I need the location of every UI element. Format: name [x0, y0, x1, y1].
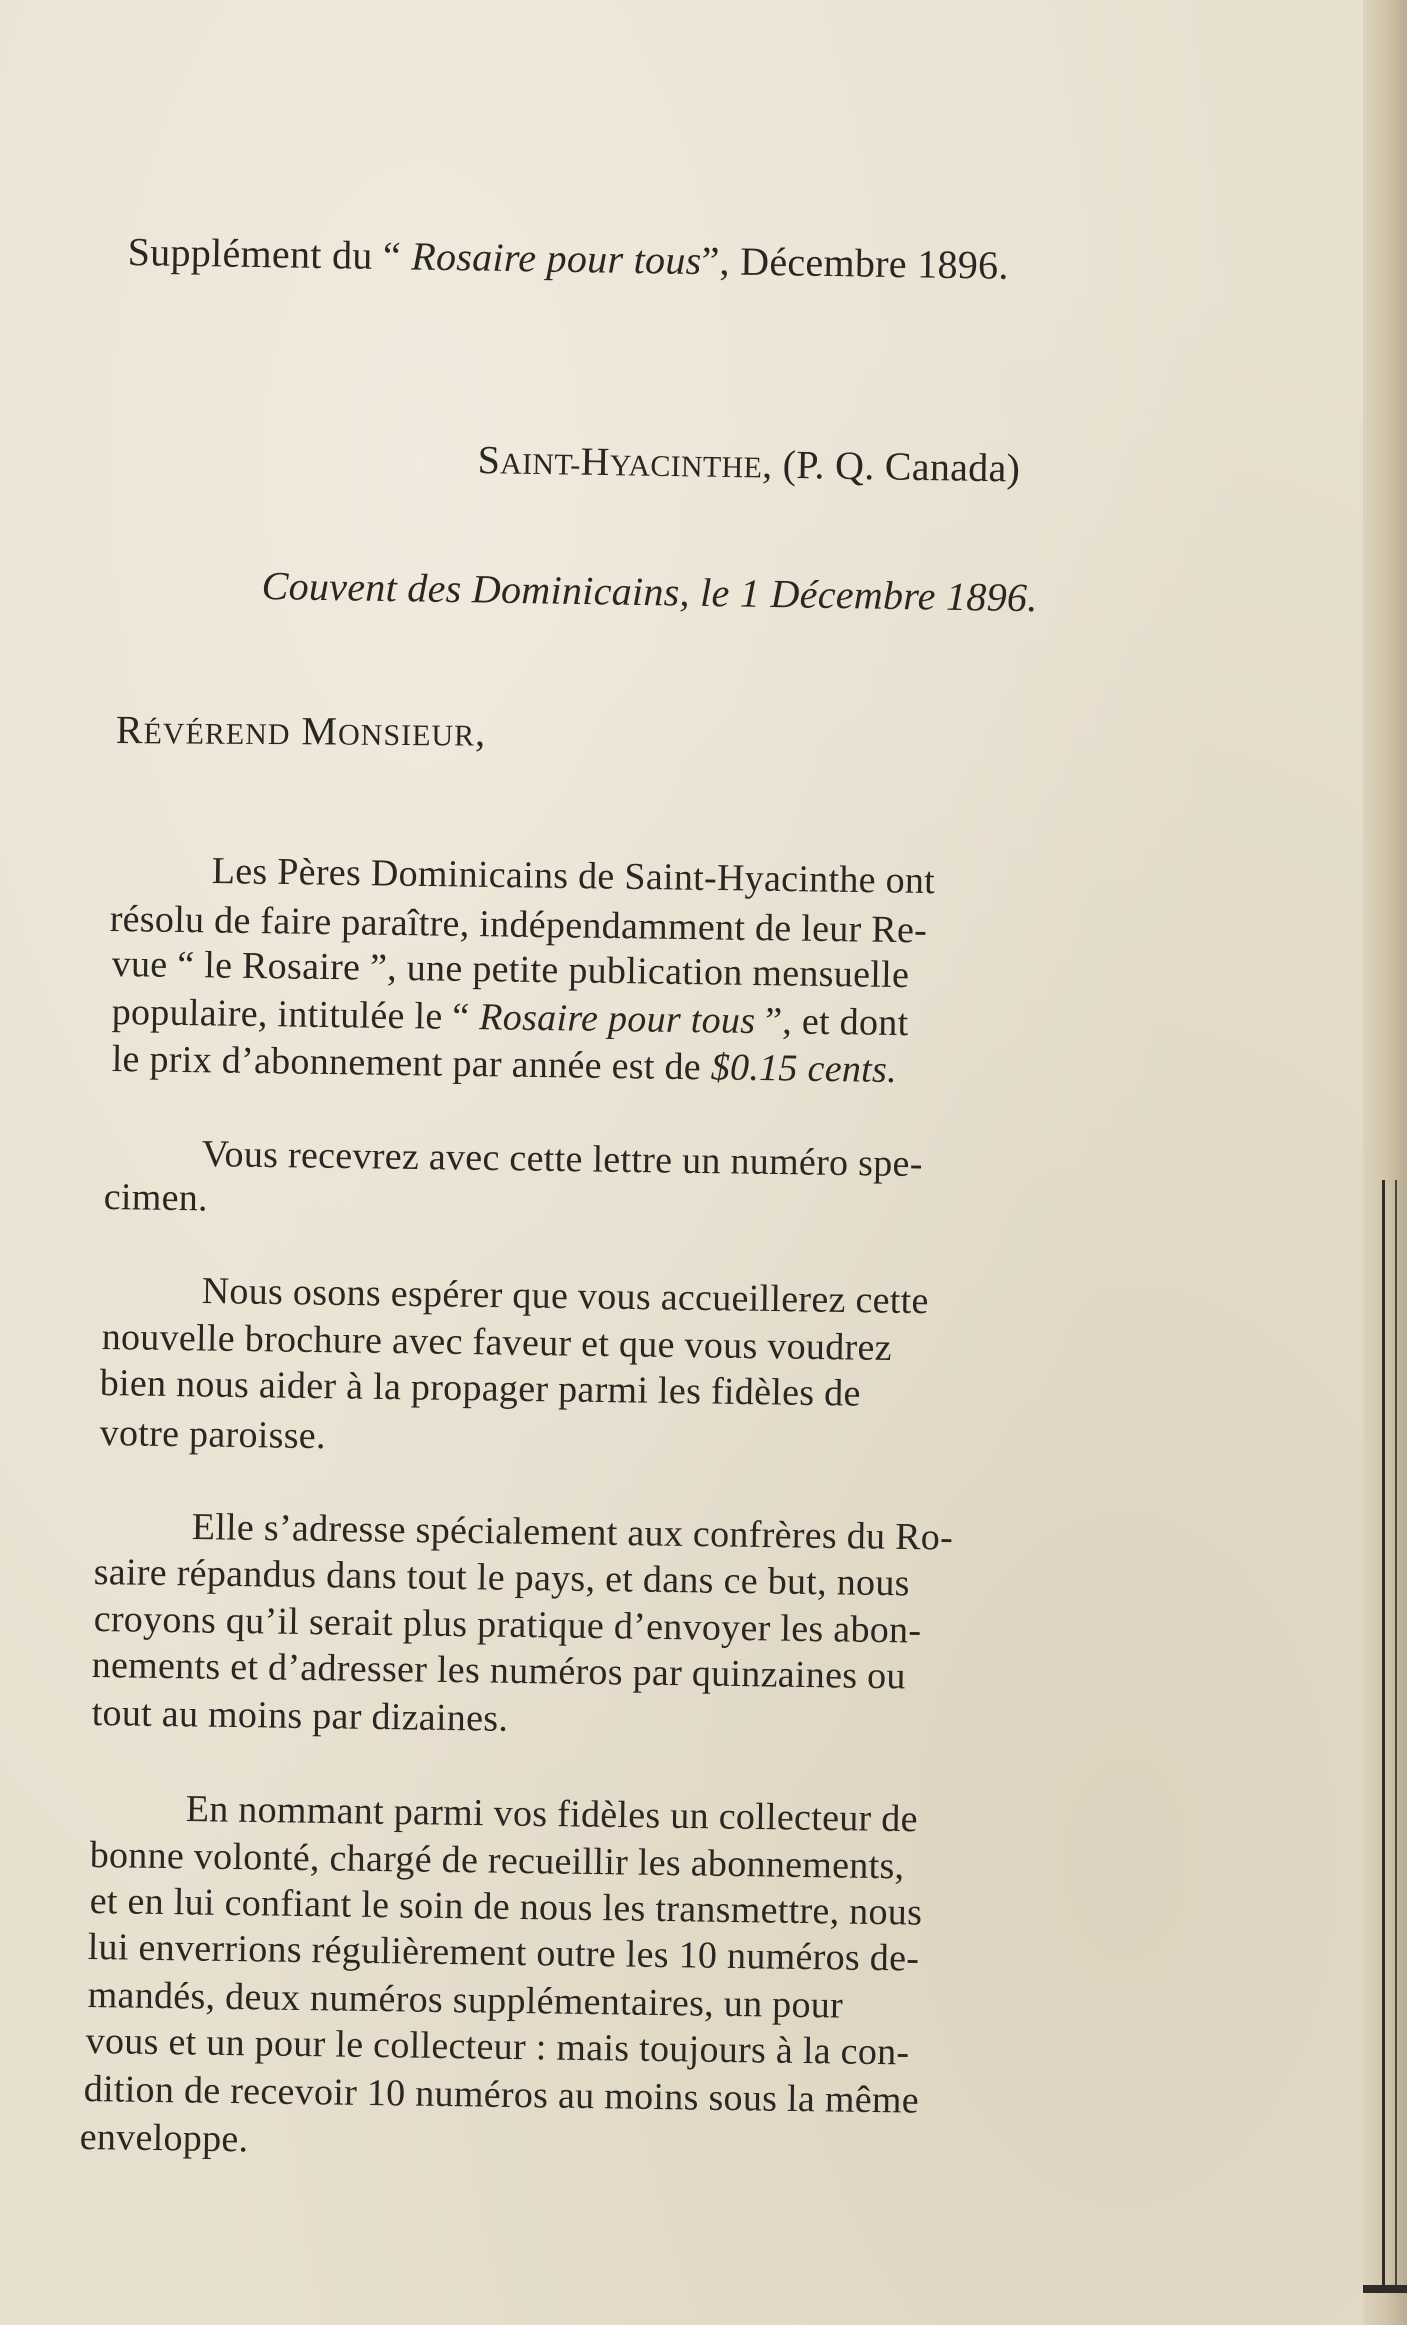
paragraph-4-line-2: saire répandus dans tout le pays, et dans ce but, nous	[93, 1551, 911, 1605]
paragraph-1-line-5-start: le prix d’abonnement par année est de	[111, 1038, 712, 1089]
binding-rule-bottom	[1363, 2285, 1407, 2293]
paragraph-5-line-4: lui enverrions régulièrement outre les 10 numéros de-	[87, 1926, 920, 1980]
paragraph-1-price: $0.15 cents.	[710, 1046, 898, 1091]
location-line	[477, 437, 1021, 491]
paragraph-2-line-2: cimen.	[103, 1176, 209, 1220]
salutation-rest-1: ÉVÉREND	[143, 717, 291, 752]
paragraph-3-line-1: Nous osons espérer que vous accueillerez cette	[201, 1270, 930, 1323]
paragraph-5-line-8: enveloppe.	[79, 2116, 249, 2161]
page-edge-shadow	[1363, 0, 1407, 2325]
paragraph-3-line-2: nouvelle brochure avec faveur et que vous voudrez	[101, 1316, 893, 1370]
header-suffix: ”, Décembre 1896.	[701, 238, 1010, 288]
location-rest-2: YACINTHE	[609, 449, 763, 485]
header-prefix: Supplément du “	[127, 229, 412, 279]
location-initial-h: H	[580, 438, 611, 485]
paragraph-5-line-7: dition de recevoir 10 numéros au moins sous la même	[83, 2068, 920, 2122]
salutation-rest-2: ONSIEUR	[337, 718, 476, 753]
paragraph-1-line-3: vue “ le Rosaire ”, une petite publication mensuelle	[111, 943, 910, 997]
paragraph-5-line-2: bonne volonté, chargé de recueillir les abonnements,	[89, 1834, 905, 1888]
location-region: , (P. Q. Canada)	[761, 441, 1021, 491]
location-initial-s: S	[477, 437, 501, 483]
paragraph-3-line-4: votre paroisse.	[99, 1412, 327, 1458]
paragraph-4-line-5: tout au moins par dizaines.	[91, 1692, 509, 1740]
paragraph-1-line-5	[111, 1040, 897, 1089]
location-rest-1: AINT-	[499, 447, 581, 482]
paragraph-1-line-2: résolu de faire paraître, indépendamment de leur Re-	[109, 898, 928, 952]
salutation	[115, 707, 487, 755]
salutation-comma: ,	[474, 709, 487, 755]
paragraph-4-line-3: croyons qu’il serait plus pratique d’envoyer les abon-	[93, 1598, 922, 1652]
binding-rule	[1382, 1180, 1385, 2290]
dateline: Couvent des Dominicains, le 1 Décembre 1896.	[261, 563, 1038, 621]
paragraph-5-line-6: vous et un pour le collecteur : mais toujours à la con-	[85, 2020, 910, 2074]
paragraph-5-line-1: En nommant parmi vos fidèles un collecteur de	[185, 1788, 919, 1841]
paragraph-1-title: Rosaire pour tous	[479, 996, 756, 1042]
binding-rule-secondary	[1395, 1180, 1397, 2290]
paragraph-1-line-4-end: ”, et dont	[755, 999, 909, 1045]
header-title: Rosaire pour tous	[410, 233, 702, 284]
paragraph-1-line-1: Les Pères Dominicains de Saint-Hyacinthe ont	[211, 850, 936, 903]
paragraph-1-line-4-start: populaire, intitulée le “	[111, 991, 480, 1039]
paragraph-4-line-4: nements et d’adresser les numéros par quinzaines ou	[91, 1644, 907, 1698]
salutation-initial-1: R	[115, 707, 144, 753]
paragraph-5-line-5: mandés, deux numéros supplémentaires, un pour	[87, 1974, 844, 2027]
paragraph-3-line-3: bien nous aider à la propager parmi les fidèles de	[99, 1362, 861, 1415]
salutation-initial-2: M	[301, 708, 339, 754]
paragraph-5-line-3: et en lui confiant le soin de nous les transmettre, nous	[89, 1880, 923, 1934]
paragraph-2-line-1: Vous recevrez avec cette lettre un numéro spe-	[201, 1133, 923, 1186]
paragraph-4-line-1: Elle s’adresse spécialement aux confrères du Ro-	[191, 1506, 954, 1559]
